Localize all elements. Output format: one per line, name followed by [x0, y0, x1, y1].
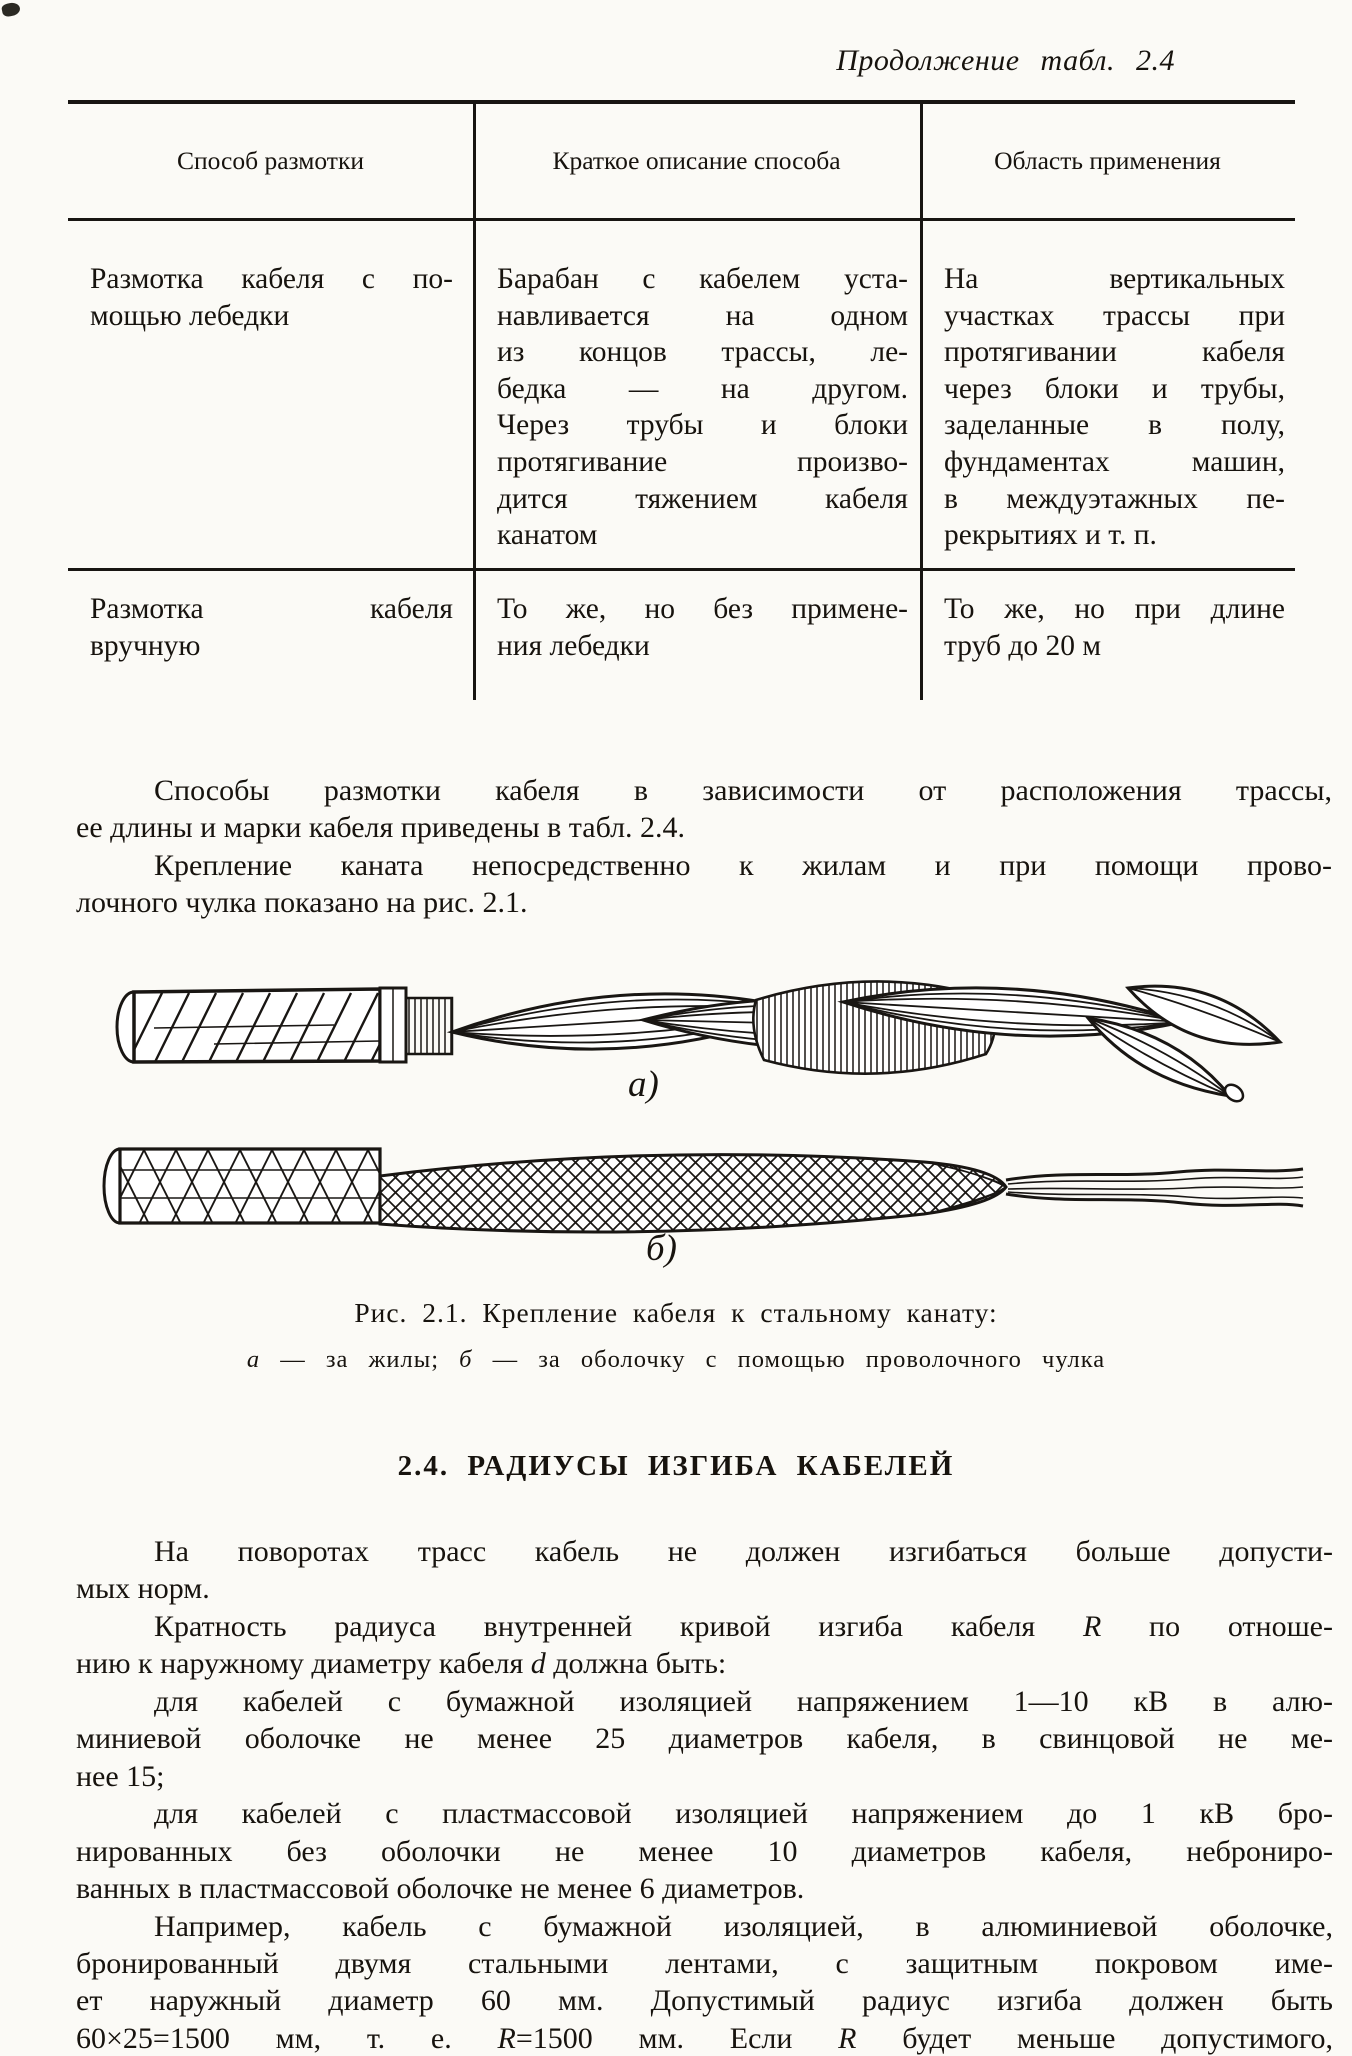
header-cell-application: Область применения — [994, 146, 1221, 175]
section-body-text — [76, 1533, 1333, 2056]
intro-text — [76, 772, 1332, 921]
body-paragraph-2: Кратность радиуса внутренней кривой изгиба кабеля R по отноше- нию к наружному диаметру кабеля d должна быть: — [76, 1609, 1333, 1681]
steel-rope-tail — [1006, 1169, 1303, 1206]
figure-caption-legend: а — за жилы; б — за оболочку с помощью проволочного чулка — [246, 1346, 1106, 1373]
cell-application-manual: То же, но при длине труб до 20 м — [944, 593, 1285, 662]
table-continuation-note: Продолжение табл. 2.4 — [836, 44, 1175, 77]
steel-rope-end — [117, 988, 452, 1062]
body-paragraph-4: для кабелей с пластмассовой изоляцией напряжением до 1 кВ бро- нированных без оболочки не менее 10 диаметров кабеля, неброниро- ванных в пластмассовой оболочке не менее 6 диаметров. — [76, 1797, 1333, 1906]
cell-method-winch: Размотка кабеля с по- мощью лебедки — [90, 263, 453, 332]
scan-corner-mark — [1, 1, 21, 17]
cell-description-winch: Барабан с кабелем уста- навливается на одном из концов трассы, ле- бедка — на другом. Через трубы и блоки протягивание произво- дится тяжением кабеля канатом — [497, 263, 908, 552]
figure-caption-title: Рис. 2.1. Крепление кабеля к стальному канату: — [354, 1297, 998, 1328]
table-header-row — [68, 104, 1295, 218]
intro-paragraph-2: Крепление каната непосредственно к жилам и при помощи прово- лочного чулка показано на рис. 2.1. — [76, 848, 1332, 919]
wire-serving — [406, 998, 452, 1054]
section-heading: 2.4. РАДИУСЫ ИЗГИБА КАБЕЛЕЙ — [397, 1450, 955, 1482]
header-cell-method: Способ размотки — [177, 146, 364, 175]
table-row-manual — [68, 573, 1295, 664]
body-paragraph-5: Например, кабель с бумажной изоляцией, в алюминиевой оболочке, бронированный двумя стальными лентами, с защитным покровом име- ет наружный диаметр 60 мм. Допустимый радиус изгиба должен быть 60×25=1500 мм, т. е. R=1500 мм. Если R будет меньше допустимого, — [76, 1909, 1333, 2055]
figure-b-cable-drawing — [88, 1140, 1305, 1280]
cable-sheath-end — [104, 1149, 380, 1223]
table-vertical-rule-1 — [473, 104, 476, 700]
header-cell-description: Краткое описание способа — [552, 146, 841, 175]
braided-wire-stocking — [380, 1140, 1012, 1250]
figure-a-cable-drawing — [88, 936, 1300, 1110]
cell-description-manual: То же, но без примене- ния лебедки — [497, 593, 908, 662]
table-row-winch — [68, 221, 1295, 554]
unwinding-methods-table — [68, 100, 1295, 700]
figure-a-label: а) — [628, 1064, 659, 1105]
figure-b-label: б) — [646, 1228, 677, 1269]
body-paragraph-1: На поворотах трасс кабель не должен изгибаться больше допусти- мых норм. — [76, 1535, 1333, 1606]
intro-paragraph-1: Способы размотки кабеля в зависимости от расположения трассы, ее длины и марки кабеля приведены в табл. 2.4. — [76, 774, 1332, 845]
table-row-rule — [68, 568, 1295, 571]
body-paragraph-3: для кабелей с бумажной изоляцией напряжением 1—10 кВ в алю- миниевой оболочке не менее 25 диаметров кабеля, в свинцовой не ме- нее 15; — [76, 1684, 1333, 1793]
cell-application-winch: На вертикальных участках трассы при протягивании кабеля через блоки и трубы, заделанные в полу, фундаментах машин, в междуэтажных пе- рекрытиях и т. п. — [944, 263, 1285, 552]
cell-method-manual: Размотка кабеля вручную — [90, 593, 453, 662]
table-vertical-rule-2 — [920, 104, 923, 700]
twisted-cable-cores — [452, 960, 1280, 1105]
